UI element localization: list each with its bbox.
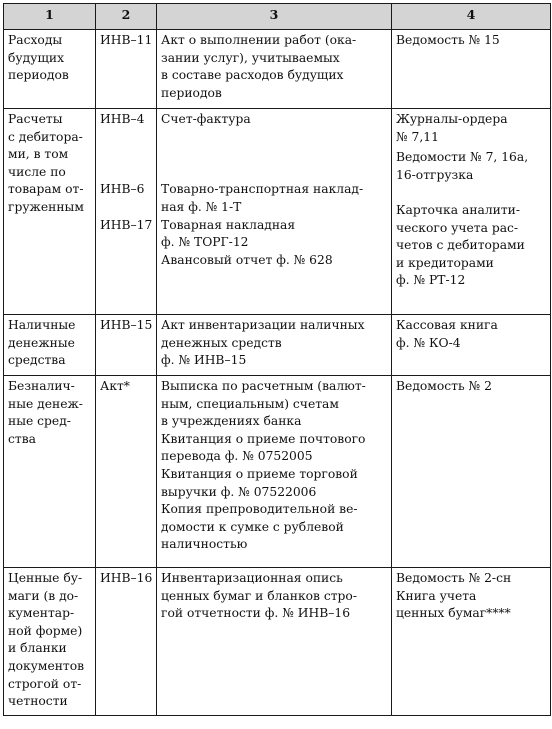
table-row: [4, 376, 551, 568]
register-cell: Кассовая книга ф. № КО-4: [392, 315, 551, 376]
document-cell: Инвентаризационная опись ценных бумаг и бланков стро- гой отчетности ф. № ИНВ–16: [157, 568, 392, 716]
form-cell: ИНВ–15: [96, 315, 157, 376]
register-cell: Ведомость № 15: [392, 30, 551, 109]
form-cell: ИНВ–4 ИНВ–6 ИНВ–17: [96, 109, 157, 315]
header-col-4: 4: [392, 4, 551, 30]
document-cell: Счет-фактура Товарно-транспортная наклад- ная ф. № 1-Т Товарная накладная ф. № ТОРГ-12 Авансовый отчет ф. № 628: [157, 109, 392, 315]
header-col-3: 3: [157, 4, 392, 30]
inventory-table: [3, 3, 551, 716]
table-row: [4, 109, 551, 315]
form-cell: Акт*: [96, 376, 157, 568]
form-cell: ИНВ–16: [96, 568, 157, 716]
document-cell: Акт инвентаризации наличных денежных средств ф. № ИНВ–15: [157, 315, 392, 376]
account-cell: Расходы будущих периодов: [4, 30, 96, 109]
account-cell: Наличные денежные средства: [4, 315, 96, 376]
register-cell: Ведомость № 2: [392, 376, 551, 568]
document-cell: Выписка по расчетным (валют- ным, специальным) счетам в учреждениях банка Квитанция о приеме почтового перевода ф. № 0752005 Квитанция о приеме торговой выручки ф. № 07522006 Копия препроводительной ве- домости к сумке с рублевой наличностью: [157, 376, 392, 568]
header-col-2: 2: [96, 4, 157, 30]
account-cell: Расчеты с дебитора- ми, в том числе по товарам от- груженным: [4, 109, 96, 315]
table-row: [4, 30, 551, 109]
form-cell: ИНВ–11: [96, 30, 157, 109]
document-cell: Акт о выполнении работ (ока- зании услуг), учитываемых в составе расходов будущих периодов: [157, 30, 392, 109]
table-row: [4, 315, 551, 376]
header-row: [4, 4, 551, 30]
header-col-1: 1: [4, 4, 96, 30]
account-cell: Ценные бу- маги (в до- кументар- ной форме) и бланки документов строгой от- четности: [4, 568, 96, 716]
account-cell: Безналич- ные денеж- ные сред- ства: [4, 376, 96, 568]
register-cell: Ведомость № 2-сн Книга учета ценных бумаг****: [392, 568, 551, 716]
register-cell: Журналы-ордера № 7,11 Ведомости № 7, 16а, 16-отгрузка Карточка аналити- ческого учета рас- четов с дебиторами и кредиторами ф. № РТ-12: [392, 109, 551, 315]
table-row: [4, 568, 551, 716]
